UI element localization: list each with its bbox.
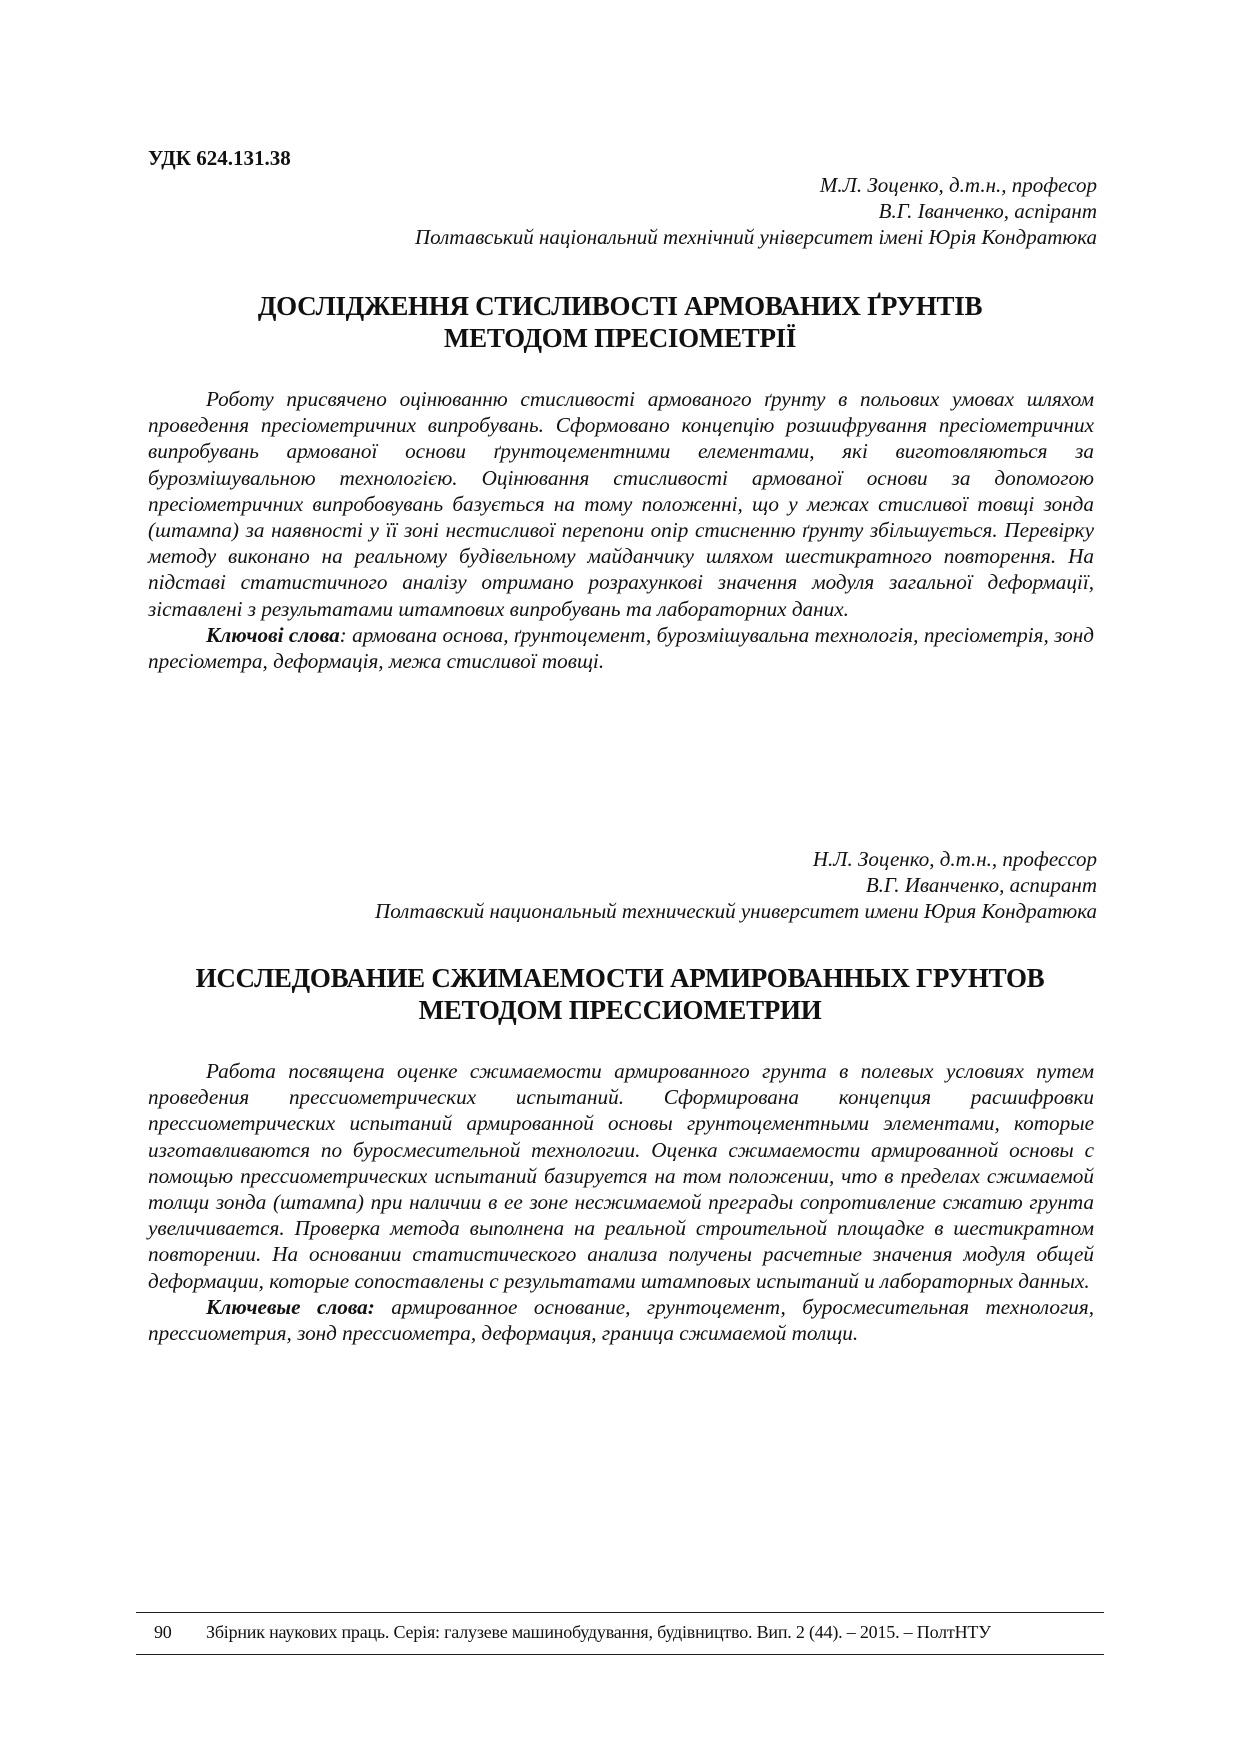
udk-code: УДК 624.131.38 [148, 146, 291, 170]
keywords [148, 622, 1094, 674]
abstract-russian [148, 1058, 1094, 1346]
page-footer [154, 1622, 991, 1643]
page-number: 90 [154, 1622, 172, 1642]
abstract-text: Роботу присвячено оцінюванню стисливості армованого ґрунту в польових умовах шляхом проведення пресіометричних випробувань. Сформовано концепцію розшифрування пресіометричних випробувань армованої основи ґрунтоцементними елементами, які виготовляються за бурозмішувальною технологією. Оцінювання стисливості армованої основи за допомогою пресіометричних випробовувань базується на тому положенні, що у межах стисливої товщі зонда (штампа) за наявності у її зоні нестисливої перепони опір стисненню ґрунту збільшується. Перевірку методу виконано на реальному будівельному майданчику шляхом шестикратного повторення. На підставі статистичного аналізу отримано розрахункові значення модуля загальної деформації, зіставлені з результатами штампових випробувань та лабораторних даних. [148, 387, 1094, 621]
keywords-label: Ключові слова [206, 622, 340, 647]
affiliation: Полтавский национальный технический университет имени Юрия Кондратюка [375, 899, 1097, 923]
abstract-ukrainian [148, 386, 1094, 674]
title-line: МЕТОДОМ ПРЕСІОМЕТРІЇ [443, 323, 797, 353]
journal-citation: Збірник наукових праць. Серія: галузеве машинобудування, будівництво. Вип. 2 (44). – 2015. – ПолтНТУ [206, 1622, 991, 1642]
title-line: ИССЛЕДОВАНИЕ СЖИМАЕМОСТИ АРМИРОВАННЫХ ГРУНТОВ [195, 963, 1045, 993]
keywords-text: армированное основание, грунтоцемент, буросмесительная технология, прессиометрия, зонд прессиометра, деформация, граница сжимаемой толщи. [148, 1294, 1095, 1346]
title-line: МЕТОДОМ ПРЕССИОМЕТРИИ [418, 995, 822, 1025]
authors-ukrainian [415, 172, 1097, 250]
footer-top-rule [136, 1612, 1104, 1613]
author-line: В.Г. Іванченко, аспірант [878, 199, 1097, 223]
authors-russian [375, 846, 1097, 924]
title-ukrainian [140, 290, 1100, 354]
author-line: М.Л. Зоценко, д.т.н., професор [819, 173, 1097, 197]
author-line: Н.Л. Зоценко, д.т.н., профессор [812, 847, 1097, 871]
keywords-text: : армована основа, ґрунтоцемент, бурозмішувальна технологія, пресіометрія, зонд пресіометра, деформація, межа стисливої товщі. [148, 622, 1094, 674]
abstract-text: Работа посвящена оценке сжимаемости армированного грунта в полевых условиях путем проведения прессиометрических испытаний. Сформирована концепция расшифровки прессиометрических испытаний армированной основы грунтоцементными элементами, которые изготавливаются по буросмесительной технологии. Оценка сжимаемости армированной основы с помощью прессиометрических испытаний базируется на том положении, что в пределах сжимаемой толщи зонда (штампа) при наличии в ее зоне несжимаемой преграды сопротивление сжатию грунта увеличивается. Проверка метода выполнена на реальной строительной площадке в шестикратном повторении. На основании статистического анализа получены расчетные значения модуля общей деформации, которые сопоставлены с результатами штамповых испытаний и лабораторных данных. [148, 1059, 1094, 1293]
keywords-label: Ключевые слова: [206, 1294, 375, 1319]
title-line: ДОСЛІДЖЕННЯ СТИСЛИВОСТІ АРМОВАНИХ ҐРУНТІВ [257, 291, 983, 321]
author-line: В.Г. Иванченко, аспирант [865, 873, 1097, 897]
affiliation: Полтавський національний технічний університет імені Юрія Кондратюка [414, 225, 1097, 249]
title-russian [140, 962, 1100, 1026]
footer-bottom-rule [136, 1654, 1104, 1655]
keywords [148, 1294, 1094, 1346]
